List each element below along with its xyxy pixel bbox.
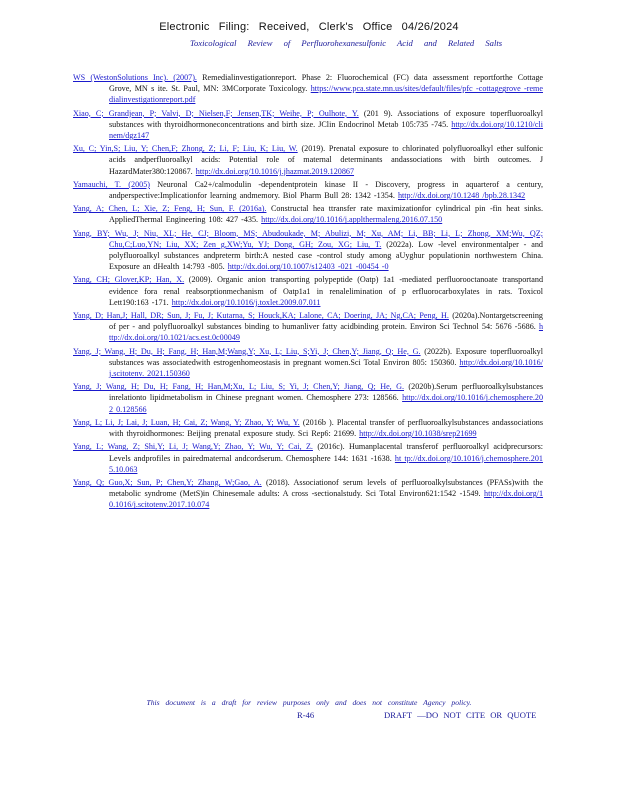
reference-text: (2020b).Serum perfluoroalkylsubstances inrelationto lipidmetabolism in Chinese pregnant women. Chemosphere 273: 128566. xyxy=(109,382,544,403)
reference-text: (2020a).Nontargetscreening of per - and polyfluoroalkyl substances binding to humanliver fatty acidbinding protein. Environ Sci Technol 54: 5676 -5686. xyxy=(109,311,543,332)
reference-text: Remedialinvestigationreport. Phase 2: Fluorochemical (FC) data assessment reportforthe Cottage Grove, MN s ite. St. Paul, MN: 3MCorporate Toxicology. xyxy=(109,73,544,94)
reference-authors[interactable]: Yamauchi, T. (2005) xyxy=(73,179,150,189)
reference-entry xyxy=(73,203,543,225)
reference-authors[interactable]: Yang, BY; Wu, J; Niu, XL; He, CJ; Bloom, MS; Abudoukade, M; Abulizi, M; Xu, AM; Li, BB; Li, L; Zhong, XM;Wu, QZ; Chu,C;Luo,YN; Liu, XX; Zen g,XW;Yu, YJ; Dong, GH; Zou, XG; Liu, T. xyxy=(73,228,543,249)
reference-authors[interactable]: Xu, C; Yin,S; Liu, Y; Chen,F; Zhong, Z; Li, F; Liu, K; Liu, W. xyxy=(73,144,298,154)
document-title: Toxicological Review of Perfluorohexanesulfonic Acid and Related Salts xyxy=(190,38,503,48)
reference-authors[interactable]: Yang, A; Chen, L; Xie, Z; Feng, H; Sun, F. (2016a). xyxy=(73,204,267,214)
filing-header: Electronic Filing: Received, Clerk's Office 04/26/2024 xyxy=(159,21,459,33)
reference-authors[interactable]: Yang, L; Wang, Z; Shi,Y; Li, J; Wang,Y; Zhao, Y; Wu, Y; Cai, Z. xyxy=(73,442,313,452)
reference-authors[interactable]: Yang, L; Li, J; Lai, J; Luan, H; Cai, Z; Wang, Y; Zhao, Y; Wu, Y. xyxy=(73,417,300,427)
reference-text: (2018). Associationof serum levels of perfluoroalkylsubstances (PFASs)with the metabolic syndrome (MetS)in Chinesemale adults: A cross -sectionalstudy. Sci Total Environ621:1542 -1549. xyxy=(109,477,543,499)
reference-link[interactable]: http://dx.doi.org/10.1016/j.chemosphere.202 0.128566 xyxy=(109,393,544,414)
reference-link[interactable]: http://dx.doi.org/10.1016/j.scitotenv.2017.10.074 xyxy=(109,489,544,510)
reference-authors[interactable]: Xiao, C; Grandjean, P; Valvi, D; Nielsen,F; Jensen,TK; Weihe, P; Oulhote, Y. xyxy=(73,108,359,118)
draft-disclaimer: This document is a draft for review purposes only and does not constitute Agency policy. xyxy=(146,698,472,707)
reference-entry xyxy=(73,310,543,344)
reference-link[interactable]: http://dx.doi.org/10.1016/j.jhazmat.2019.120867 xyxy=(195,166,355,176)
reference-link[interactable]: http://dx.doi.org/10.1007/s12403 -021 -00454 -0 xyxy=(227,262,389,272)
reference-entry xyxy=(73,274,543,308)
reference-text: (201 9). Associations of exposure toperfluoroalkyl substances with thyroidhormoneconcentrations and birth size. JClin Endocrinol Metab 105:735 -745. xyxy=(109,108,544,129)
reference-link[interactable]: http://dx.doi.org/10.1016/j.toxlet.2009.07.011 xyxy=(171,297,321,307)
reference-entry xyxy=(73,143,543,177)
reference-authors[interactable]: Yang, J; Wang, H; Du, H; Fang, H; Han,M;Wang,Y; Xu, L; Liu, S;Yi, J; Chen,Y; Jiang, Q; He, G. xyxy=(73,346,421,356)
reference-text: (2009). Organic anion transporting polypeptide (Oatp) 1a1 -mediated perfluorooctanoate transportand evidence fora renal reabsorptionmechanism of Oatp1a1 in renalelimination of p erfluorocarboxylates in rats. Toxicol Lett190:163 -171. xyxy=(109,275,544,307)
reference-authors[interactable]: Yang, J; Wang, H; Du, H; Fang, H; Han,M;Xu, L; Liu, S; Yi, J; Chen,Y; Jiang, Q; He, G. xyxy=(73,382,405,392)
reference-link[interactable]: http://dx.doi.org/10.1210/clinem/dgz147 xyxy=(109,119,543,141)
reference-text: Constructal hea ttransfer rate maximizationfor cylindrical pin -fin heat sinks. AppliedThermal Engineering 108: 427 -435. xyxy=(109,204,543,225)
reference-text: (2019). Prenatal exposure to chlorinated polyfluoroalkyl ether sulfonic acids andperfluoroalkyl acids: Potential role of maternal determinants andassociations with birth outcomes. J HazardMater380:120867. xyxy=(109,144,543,176)
draft-status: DRAFT —DO NOT CITE OR QUOTE xyxy=(384,710,537,720)
reference-link[interactable]: http://dx.doi.org/10.1016/j.scitotenv. 2021.150360 xyxy=(109,357,543,379)
reference-list xyxy=(73,72,543,513)
reference-entry xyxy=(73,179,543,201)
reference-authors[interactable]: WS (WestonSolutions Inc). (2007). xyxy=(73,73,197,82)
reference-link[interactable]: http://dx.doi.org/10.1021/acs.est.0c00049 xyxy=(109,322,543,343)
reference-text: (2016c). Humanplacental transferof perfluoroalkyl acidprecursors: Levels andprofiles in pairedmaternal andcordserum. Chemosphere 144: 1631 -1638. xyxy=(109,442,543,463)
reference-entry xyxy=(73,381,543,415)
reference-entry xyxy=(73,477,543,511)
reference-entry xyxy=(73,346,543,380)
reference-link[interactable]: http://dx.doi.org/10.1016/j.applthermaleng.2016.07.150 xyxy=(261,215,443,225)
reference-entry xyxy=(73,108,543,142)
page-number: R-46 xyxy=(297,710,315,720)
reference-text: Neuronal Ca2+/calmodulin -dependentprotein kinase II - Discovery, progress in aquarterof a century, andperspective:Implicationfor learning andmemory. Biol Pharm Bull 28: 1342 -1354. xyxy=(109,179,543,201)
reference-entry xyxy=(73,228,543,273)
reference-text: (2022a). Low -level environmentalper - and polyfluoroalkyl substances andpreterm birth:A nested case -control study among aUyghur populationin northwestern China. Exposure an dHealth 14:793 -805. xyxy=(109,239,543,272)
reference-entry xyxy=(73,417,543,439)
reference-text: (2022b). Exposure toperfluoroalkyl substances was associatedwith estrogenhomeostasis in pregnant women.Sci Total Environ 805: 150360. xyxy=(109,346,543,367)
reference-entry xyxy=(73,72,543,106)
reference-link[interactable]: http://dx.doi.org/10.1248 /bpb.28.1342 xyxy=(397,191,526,201)
reference-link[interactable]: http://dx.doi.org/10.1038/srep21699 xyxy=(359,429,477,439)
reference-link[interactable]: ht tp://dx.doi.org/10.1016/j.chemosphere.2015.10.063 xyxy=(109,453,543,474)
reference-text: (2016b ). Placental transfer of perfluoroalkylsubstances andassociations with thyroidhormones: Beijing prenatal exposure study. Sci Rep6: 21699. xyxy=(109,417,543,439)
reference-link[interactable]: https://www.pca.state.mn.us/sites/default/files/pfc -cottagegrove -remedialinvestigationreport.pdf xyxy=(109,84,543,105)
reference-entry xyxy=(73,441,543,475)
reference-authors[interactable]: Yang, CH; Glover,KP; Han, X. xyxy=(73,275,185,285)
reference-authors[interactable]: Yang, D; Han,J; Hall, DR; Sun, J; Fu, J; Kutarna, S; Houck,KA; Lalone, CA; Doering, JA; Ng,CA; Peng, H. xyxy=(73,311,449,321)
reference-authors[interactable]: Yang, Q; Guo,X; Sun, P; Chen,Y; Zhang, W;Gao, A. xyxy=(73,477,262,487)
